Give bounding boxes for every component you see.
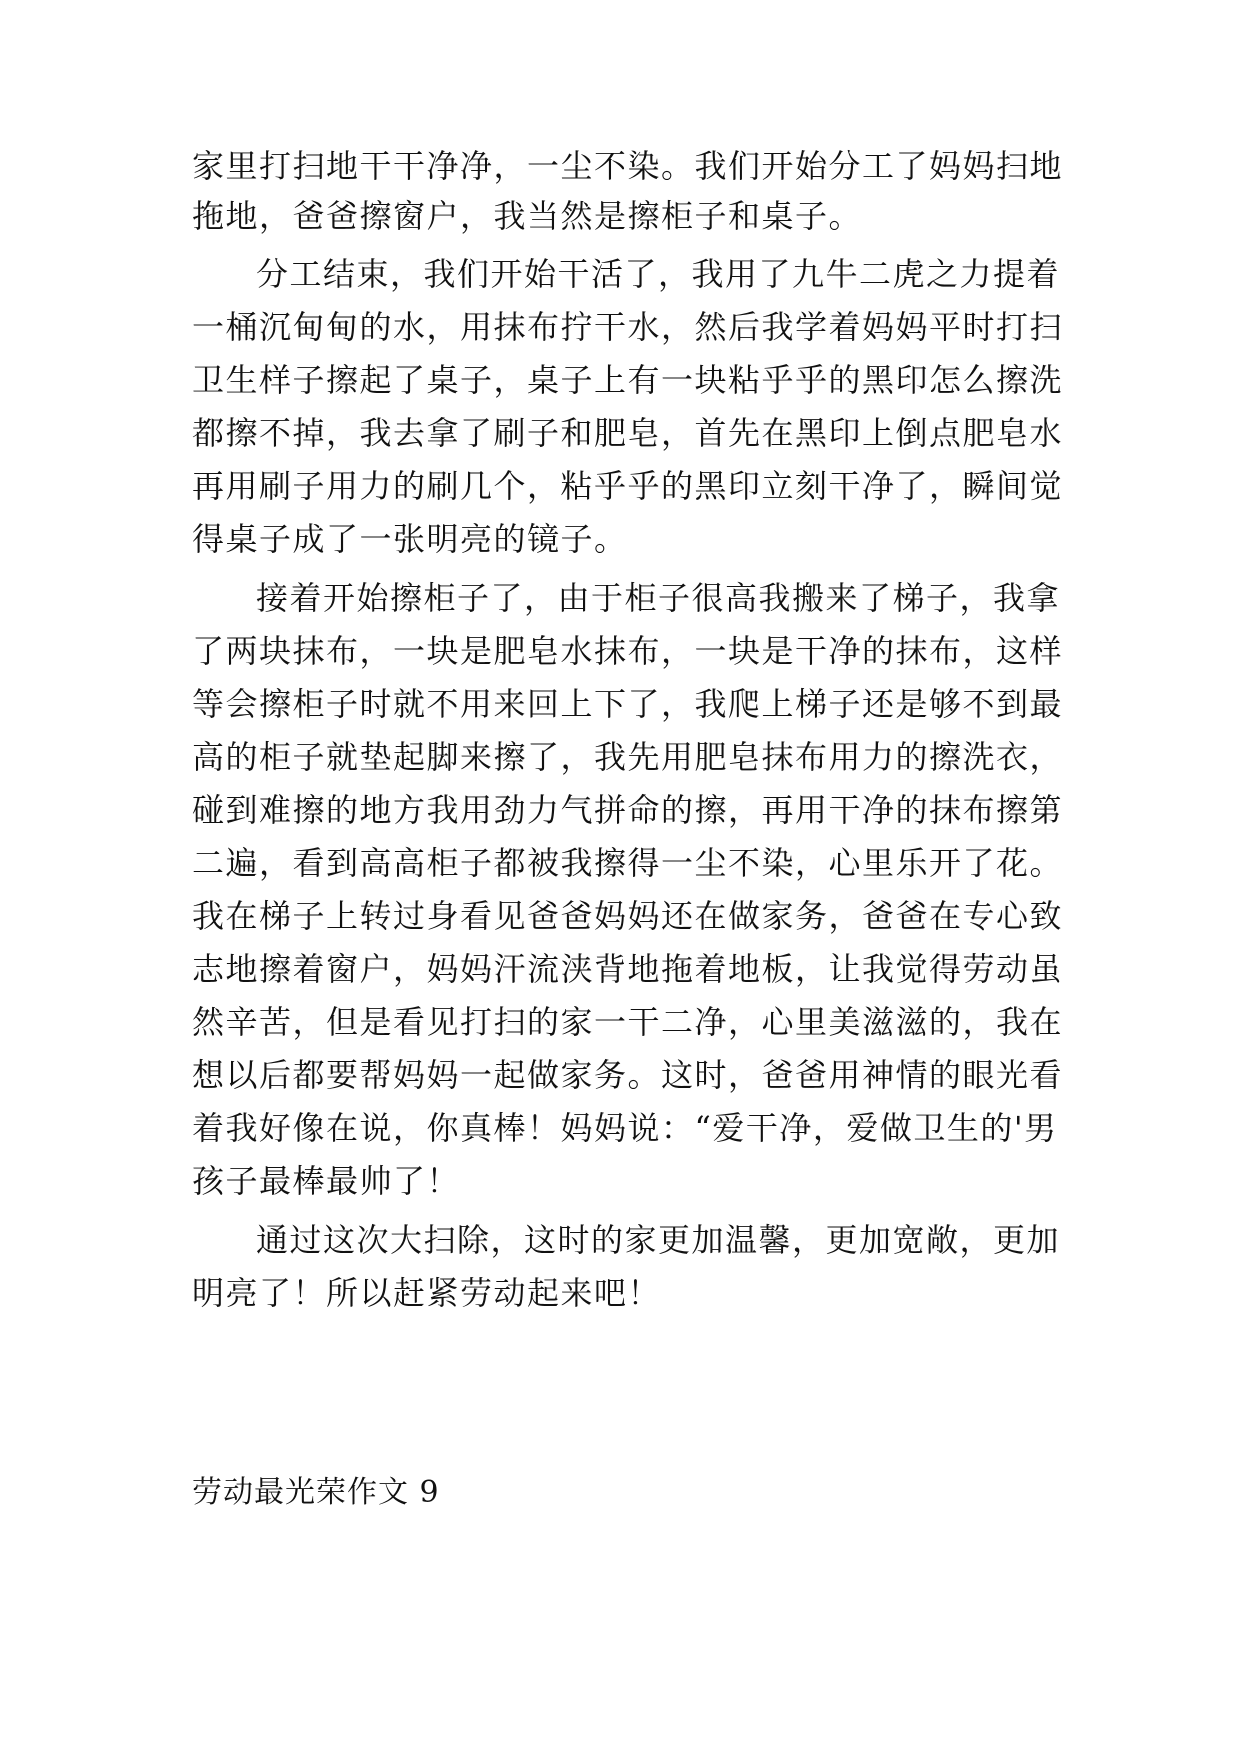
text-line: 二遍，看到高高柜子都被我擦得一尘不染，心里乐开了花。 [192,844,1064,882]
paragraph-first-line: 接着开始擦柜子了，由于柜子很高我搬来了梯子，我拿 [256,579,1061,617]
paragraph-first-line: 通过这次大扫除，这时的家更加温馨，更加宽敞，更加 [256,1221,1061,1259]
text-line: 然辛苦，但是看见打扫的家一干二净，心里美滋滋的，我在 [192,1003,1064,1041]
text-line: 明亮了！所以赶紧劳动起来吧！ [192,1274,662,1312]
section-heading: 劳动最光荣作文 9 [192,1475,440,1510]
text-line: 一桶沉甸甸的水，用抹布拧干水，然后我学着妈妈平时打扫 [192,308,1064,346]
text-line: 着我好像在说，你真棒！妈妈说：“爱干净，爱做卫生的'男 [192,1109,1058,1147]
text-line: 拖地，爸爸擦窗户，我当然是擦柜子和桌子。 [192,197,863,235]
text-line: 卫生样子擦起了桌子，桌子上有一块粘乎乎的黑印怎么擦洗 [192,361,1064,399]
text-line: 想以后都要帮妈妈一起做家务。这时，爸爸用神情的眼光看 [192,1056,1064,1094]
text-line: 等会擦柜子时就不用来回上下了，我爬上梯子还是够不到最 [192,685,1064,723]
paragraph-first-line: 分工结束，我们开始干活了，我用了九牛二虎之力提着 [256,255,1061,293]
text-line: 我在梯子上转过身看见爸爸妈妈还在做家务，爸爸在专心致 [192,897,1064,935]
text-line: 了两块抹布，一块是肥皂水抹布，一块是干净的抹布，这样 [192,632,1064,670]
text-line: 碰到难擦的地方我用劲力气拼命的擦，再用干净的抹布擦第 [192,791,1064,829]
text-line: 家里打扫地干干净净，一尘不染。我们开始分工了妈妈扫地 [192,147,1064,185]
text-line: 高的柜子就垫起脚来擦了，我先用肥皂抹布用力的擦洗衣， [192,738,1064,776]
text-line: 得桌子成了一张明亮的镜子。 [192,520,628,558]
text-line: 志地擦着窗户，妈妈汗流浃背地拖着地板，让我觉得劳动虽 [192,950,1064,988]
text-line: 孩子最棒最帅了！ [192,1162,461,1200]
text-line: 再用刷子用力的刷几个，粘乎乎的黑印立刻干净了，瞬间觉 [192,467,1064,505]
text-line: 都擦不掉，我去拿了刷子和肥皂，首先在黑印上倒点肥皂水 [192,414,1064,452]
